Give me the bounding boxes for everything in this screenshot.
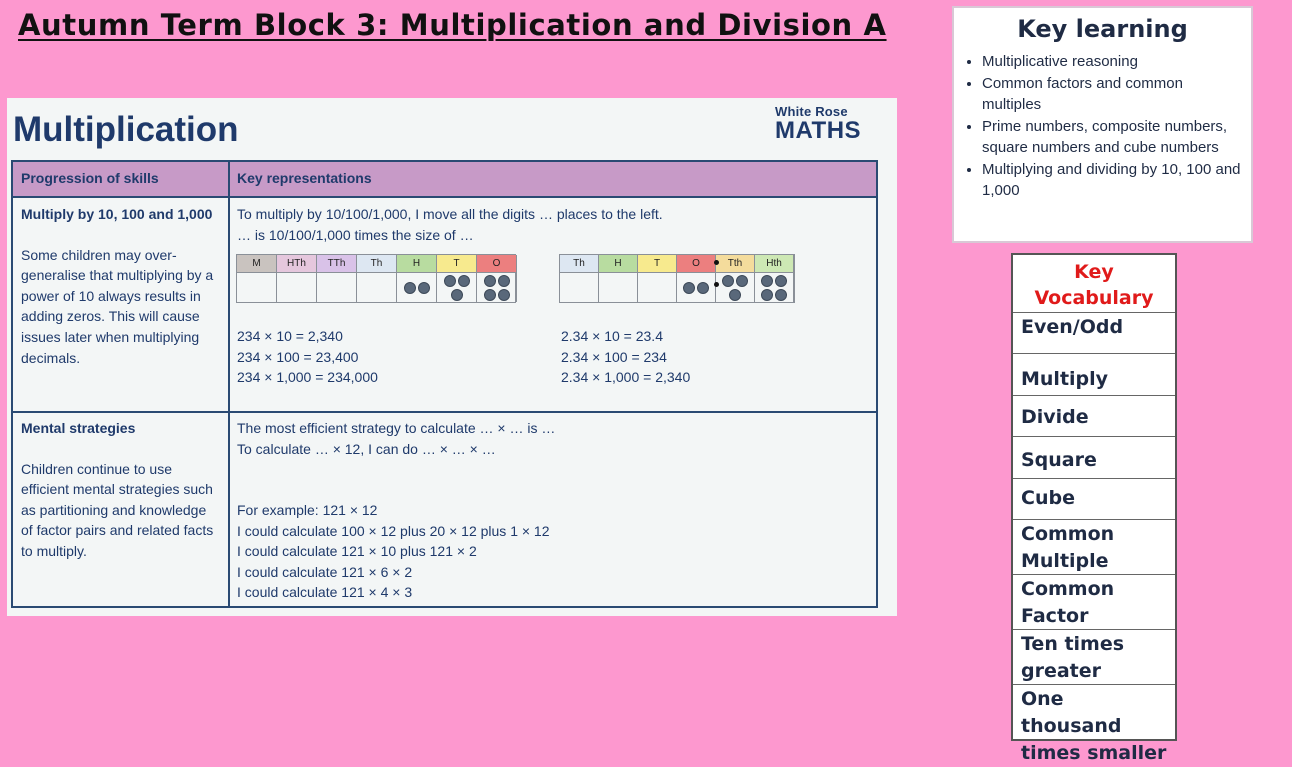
place-value-cell bbox=[755, 273, 794, 302]
representation-line: To calculate … × 12, I can do … × … × … bbox=[237, 440, 496, 457]
counter-icon bbox=[484, 289, 496, 301]
place-value-grid-decimals bbox=[559, 254, 795, 303]
counter-icon bbox=[761, 275, 773, 287]
representation-intro bbox=[237, 204, 663, 245]
place-value-header: Th bbox=[357, 255, 397, 273]
skill-description: Children continue to use efficient mental strategies such as partitioning and knowledge of factor pairs and related facts to multiply. bbox=[21, 460, 214, 559]
counter-icon bbox=[729, 289, 741, 301]
vocabulary-word: Divide bbox=[1013, 396, 1175, 437]
equation: 234 × 10 = 2,340 bbox=[237, 328, 343, 344]
place-value-header: H bbox=[599, 255, 638, 273]
column-divider bbox=[228, 162, 230, 606]
vocabulary-word: One thousand times smaller bbox=[1021, 688, 1167, 764]
logo-bottom-text: MATHS bbox=[775, 117, 862, 144]
key-learning-panel bbox=[952, 6, 1253, 243]
skill-description: Some children may over-generalise that multiplying by a power of 10 always results in adding zeros. This will cause issues later when multiplying decimals. bbox=[21, 246, 214, 366]
column-header-skills: Progression of skills bbox=[21, 170, 159, 186]
equations-left bbox=[237, 326, 378, 388]
equation: 2.34 × 10 = 23.4 bbox=[561, 328, 663, 344]
equation: 2.34 × 100 = 234 bbox=[561, 348, 667, 365]
mental-representation bbox=[237, 418, 555, 459]
list-item: • Multiplying and dividing by 10, 100 and 1,000 bbox=[982, 159, 1243, 202]
counter-icon bbox=[498, 289, 510, 301]
counter-icon bbox=[683, 282, 695, 294]
place-value-header: T bbox=[437, 255, 477, 273]
example-line: I could calculate 100 × 12 plus 20 × 12 plus 1 × 12 bbox=[237, 522, 550, 539]
place-value-cell bbox=[638, 273, 677, 302]
representation-line: To multiply by 10/100/1,000, I move all the digits … places to the left. bbox=[237, 206, 663, 222]
list-item: • Prime numbers, composite numbers, square numbers and cube numbers bbox=[982, 116, 1243, 159]
vocabulary-word: Even/Odd bbox=[1013, 313, 1175, 354]
vocabulary-title-line: Key bbox=[1074, 261, 1114, 283]
place-value-header: T bbox=[638, 255, 677, 273]
page-title: Autumn Term Block 3: Multiplication and Division A bbox=[18, 8, 887, 42]
key-vocabulary-table bbox=[1011, 253, 1177, 764]
vocabulary-word: Ten times greater bbox=[1013, 630, 1175, 685]
decimal-point-marker bbox=[714, 282, 719, 287]
place-value-cell bbox=[716, 273, 755, 302]
column-header-representations: Key representations bbox=[237, 170, 372, 186]
vocabulary-word: Cube bbox=[1013, 479, 1175, 520]
counter-icon bbox=[418, 282, 430, 294]
place-value-header: O bbox=[677, 255, 716, 273]
place-value-grid-integers bbox=[236, 254, 516, 303]
vocabulary-word: Common Multiple bbox=[1013, 520, 1175, 575]
place-value-cell bbox=[397, 273, 437, 302]
equation: 234 × 1,000 = 234,000 bbox=[237, 369, 378, 386]
example-line: I could calculate 121 × 6 × 2 bbox=[237, 563, 413, 580]
example-line: For example: 121 × 12 bbox=[237, 502, 378, 518]
example-line: I could calculate 121 × 4 × 3 bbox=[237, 584, 413, 601]
place-value-header: Th bbox=[560, 255, 599, 273]
place-value-header: M bbox=[237, 255, 277, 273]
vocabulary-title-line: Vocabulary bbox=[1034, 287, 1154, 309]
vocabulary-word: Multiply bbox=[1013, 354, 1175, 396]
counter-icon bbox=[722, 275, 734, 287]
counter-icon bbox=[736, 275, 748, 287]
counter-icon bbox=[451, 289, 463, 301]
counter-icon bbox=[484, 275, 496, 287]
place-value-cell bbox=[599, 273, 638, 302]
vocabulary-word: Square bbox=[1013, 437, 1175, 479]
place-value-cell bbox=[317, 273, 357, 302]
place-value-header: HTh bbox=[277, 255, 317, 273]
vocabulary-word: Common Factor bbox=[1013, 575, 1175, 630]
counter-icon bbox=[761, 289, 773, 301]
vocabulary-title bbox=[1013, 255, 1175, 313]
counter-icon bbox=[404, 282, 416, 294]
place-value-cell bbox=[357, 273, 397, 302]
counter-icon bbox=[775, 289, 787, 301]
sheet-title: Multiplication bbox=[13, 110, 239, 149]
place-value-header: H bbox=[397, 255, 437, 273]
example-line: I could calculate 121 × 10 plus 121 × 2 bbox=[237, 543, 477, 560]
key-learning-list bbox=[954, 51, 1251, 202]
counter-icon bbox=[458, 275, 470, 287]
counter-icon bbox=[444, 275, 456, 287]
place-value-cell bbox=[677, 273, 716, 302]
counter-icon bbox=[697, 282, 709, 294]
skill-cell-mental bbox=[21, 418, 221, 562]
skill-title: Mental strategies bbox=[21, 420, 136, 436]
counter-icon bbox=[775, 275, 787, 287]
equation: 234 × 100 = 23,400 bbox=[237, 348, 359, 365]
place-value-cell bbox=[237, 273, 277, 302]
white-rose-maths-logo bbox=[775, 104, 879, 145]
representation-line: … is 10/100/1,000 times the size of … bbox=[237, 226, 474, 243]
skills-table bbox=[11, 160, 878, 608]
mental-examples bbox=[237, 500, 550, 603]
key-learning-title: Key learning bbox=[1017, 15, 1188, 43]
equations-right bbox=[561, 326, 690, 388]
place-value-cell bbox=[560, 273, 599, 302]
place-value-cell bbox=[277, 273, 317, 302]
equation: 2.34 × 1,000 = 2,340 bbox=[561, 369, 691, 386]
place-value-cell bbox=[477, 273, 517, 302]
row-divider bbox=[13, 411, 876, 413]
place-value-header: O bbox=[477, 255, 517, 273]
decimal-point-marker bbox=[714, 260, 719, 265]
list-item: • Common factors and common multiples bbox=[982, 73, 1243, 116]
place-value-header: TTh bbox=[317, 255, 357, 273]
multiplication-sheet bbox=[7, 98, 897, 616]
skill-cell-multiply bbox=[21, 204, 221, 368]
place-value-header: Tth bbox=[716, 255, 755, 273]
list-item: • Multiplicative reasoning bbox=[982, 51, 1243, 73]
counter-icon bbox=[498, 275, 510, 287]
logo-top-text: White Rose bbox=[775, 104, 848, 119]
place-value-header: Hth bbox=[755, 255, 794, 273]
skill-title: Multiply by 10, 100 and 1,000 bbox=[21, 206, 213, 222]
representation-line: The most efficient strategy to calculate … × … is … bbox=[237, 420, 556, 436]
place-value-cell bbox=[437, 273, 477, 302]
